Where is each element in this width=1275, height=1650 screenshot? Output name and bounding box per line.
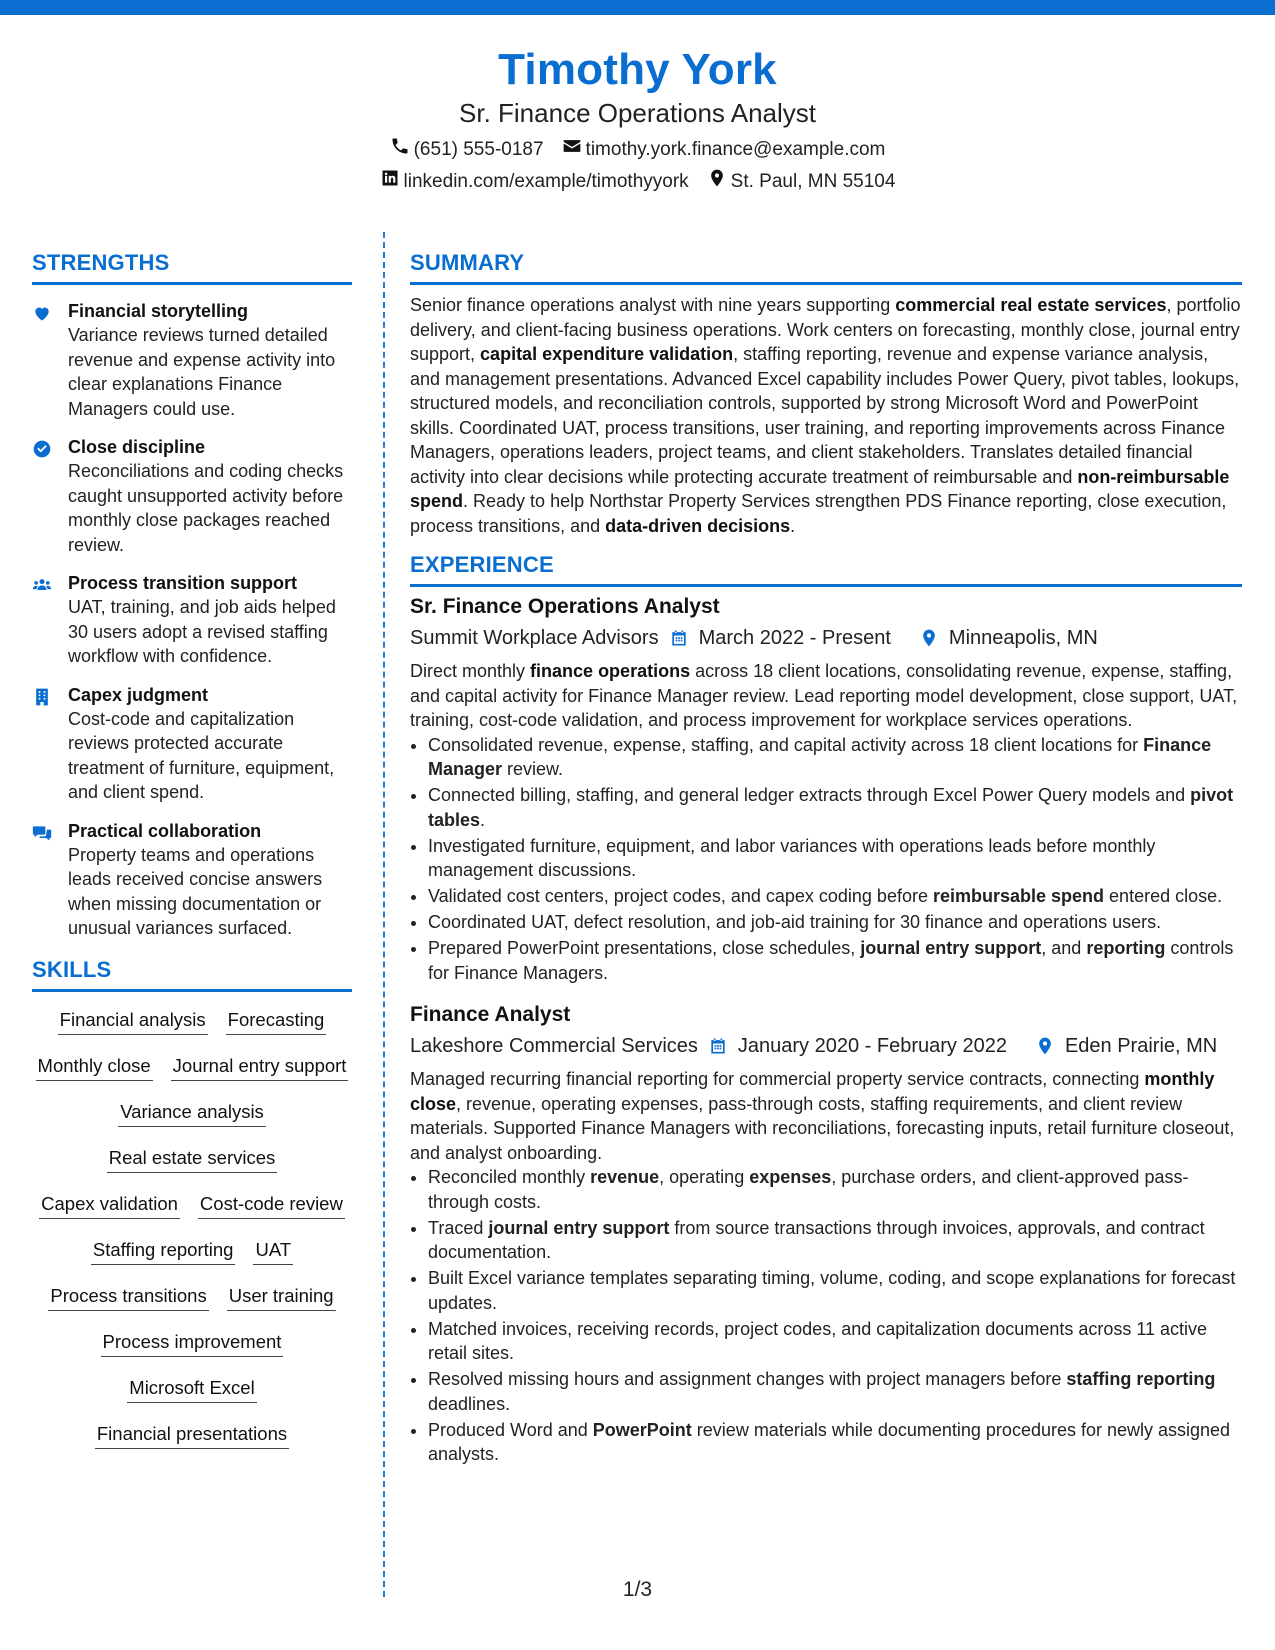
text-run: Direct monthly (410, 661, 531, 681)
bold-keyword: expenses (749, 1167, 832, 1187)
bullet-item (428, 834, 1242, 883)
strength-description: Variance reviews turned detailed revenue and expense activity into clear explanations Finance Managers could use. (68, 325, 336, 419)
calendar-icon (708, 1036, 728, 1056)
text-run: from source transactions through invoices, approvals, and contract documentation. (428, 1217, 1205, 1262)
skill-tag: Financial analysis (58, 1008, 208, 1035)
bullet-item (428, 733, 1242, 782)
bold-keyword: journal entry support (860, 938, 1042, 958)
job-dates: March 2022 - Present (698, 627, 891, 649)
phone-icon (390, 136, 410, 164)
strength-body (68, 435, 352, 557)
skill-tag: Staffing reporting (91, 1238, 236, 1265)
email-item[interactable] (562, 136, 886, 164)
strength-item (32, 683, 352, 805)
text-run: Consolidated revenue, expense, staffing, and capital activity across 18 client locations for (428, 734, 1144, 755)
skill-tag: Process transitions (48, 1284, 208, 1311)
skill-tag: Process improvement (101, 1330, 284, 1357)
skill-tag: Capex validation (39, 1192, 180, 1219)
bullet-item (428, 936, 1242, 985)
text-run: . (790, 515, 796, 536)
bold-keyword: non-reimbursable spend (410, 466, 1230, 511)
resume-header (0, 42, 1275, 196)
bullet-item (428, 1367, 1242, 1416)
strength-description: Cost-code and capitalization reviews protected accurate treatment of furniture, equipment, and client spend. (68, 708, 335, 802)
strength-body (68, 683, 352, 805)
phone-item (390, 136, 544, 164)
text-run: . (480, 809, 486, 830)
bullet-item (428, 1216, 1242, 1265)
strength-title: Process transition support (68, 573, 298, 593)
job-location: Eden Prairie, MN (1064, 1035, 1218, 1057)
text-run: entered close. (1104, 886, 1223, 906)
envelope-icon (562, 136, 582, 164)
strengths-heading: STRENGTHS (32, 250, 170, 275)
job-bullets (410, 1165, 1242, 1467)
strength-item (32, 819, 352, 941)
text-run: Matched invoices, receiving records, project codes, and capitalization documents across 11 active retail sites. (428, 1318, 1208, 1363)
skill-tag: Variance analysis (118, 1100, 266, 1127)
job-dates: January 2020 - February 2022 (737, 1035, 1007, 1057)
text-run: , and (1041, 938, 1087, 958)
text-run: Managed recurring financial reporting for commercial property service contracts, connecting (410, 1069, 1145, 1089)
strength-title: Close discipline (68, 437, 206, 457)
right-column (410, 248, 1242, 1483)
skill-tag: Forecasting (226, 1008, 327, 1035)
check-circle-icon (32, 435, 68, 557)
bold-keyword: PowerPoint (592, 1419, 692, 1440)
text-run: Built Excel variance templates separating timing, volume, coding, and scope explanations for forecast updates. (428, 1268, 1236, 1313)
job-meta (410, 1032, 1242, 1060)
text-run: Traced (428, 1217, 489, 1238)
phone-text: (651) 555-0187 (413, 139, 544, 160)
skill-tag: User training (227, 1284, 336, 1311)
strength-title: Financial storytelling (68, 301, 249, 321)
bullet-item (428, 1165, 1242, 1214)
map-pin-icon (1035, 1036, 1055, 1056)
job-entry (410, 593, 1242, 985)
text-run: Reconciled monthly (428, 1167, 591, 1187)
job-title: Finance Analyst (410, 1003, 571, 1026)
strength-description: UAT, training, and job aids helped 30 users adopt a revised staffing workflow with confidence. (68, 597, 336, 666)
skill-tag: Microsoft Excel (127, 1376, 256, 1403)
strength-item (32, 299, 352, 421)
strength-body (68, 299, 352, 421)
job-summary (410, 1067, 1242, 1165)
building-icon (32, 683, 68, 805)
email-link[interactable]: timothy.york.finance@example.com (585, 139, 886, 160)
job-summary (410, 659, 1242, 733)
experience-heading: EXPERIENCE (410, 552, 554, 577)
users-icon (32, 571, 68, 669)
job-title: Sr. Finance Operations Analyst (410, 595, 720, 618)
text-run: , purchase orders, and client-approved pass-through costs. (428, 1167, 1189, 1212)
linkedin-icon (380, 168, 400, 196)
strength-body (68, 819, 352, 941)
bullet-item (428, 783, 1242, 832)
job-company: Lakeshore Commercial Services (410, 1035, 698, 1057)
strengths-list (32, 299, 352, 941)
map-pin-icon (919, 628, 939, 648)
text-run: , staffing reporting, revenue and expense variance analysis, and management presentations. Advanced Excel capability includes Power Query, pivot tables, lookups, structured models, and reconciliation controls, supported by strong Microsoft Word and PowerPoint skills. Coordinated UAT, process transitions, user training, and reporting improvements across Finance Managers, operations leaders, project teams, and client stakeholders. Translates detailed financial activity into clear decisions while protecting accurate treatment of reimbursable and (410, 344, 1240, 487)
text-run: Connected billing, staffing, and general ledger extracts through Excel Power Query models and (428, 785, 1191, 805)
page-number: 1/3 (622, 1578, 653, 1601)
skill-tag: Financial presentations (95, 1422, 289, 1449)
jobs-list (410, 593, 1242, 1467)
bullet-item (428, 1418, 1242, 1467)
skill-tag: Cost-code review (198, 1192, 345, 1219)
text-run: Resolved missing hours and assignment changes with project managers before (428, 1369, 1067, 1389)
linkedin-item[interactable] (380, 168, 689, 196)
text-run: deadlines. (428, 1393, 511, 1414)
strength-description: Property teams and operations leads received concise answers when missing documentation or unusual variances surfaced. (68, 844, 323, 938)
location-item (707, 168, 896, 196)
top-accent-bar (0, 0, 1275, 15)
text-run: , revenue, operating expenses, pass-through costs, staffing requirements, and client review materials. Supported Finance Managers with reconciliations, forecasting inputs, retail furniture closeout, and analyst onboarding. (410, 1093, 1235, 1163)
text-run: Validated cost centers, project codes, and capex coding before (428, 886, 933, 906)
bullet-item (428, 910, 1242, 935)
section-rule (410, 282, 1242, 285)
section-rule (32, 989, 352, 992)
bold-keyword: reporting (1086, 938, 1166, 958)
strength-description: Reconciliations and coding checks caught unsupported activity before monthly close packages reached review. (68, 461, 344, 555)
candidate-name: Timothy York (498, 45, 777, 94)
strength-item (32, 571, 352, 669)
bullet-item (428, 884, 1242, 909)
left-column (32, 248, 352, 1449)
bold-keyword: revenue (590, 1167, 660, 1187)
location-text: St. Paul, MN 55104 (730, 171, 896, 192)
bold-keyword: data-driven decisions (605, 515, 791, 536)
skills-list (32, 1006, 352, 1449)
bold-keyword: reimbursable spend (932, 886, 1105, 906)
text-run: review. (502, 759, 564, 779)
text-run: Senior finance operations analyst with nine years supporting (410, 295, 896, 315)
column-divider (383, 232, 385, 1597)
text-run: , operating (659, 1167, 750, 1187)
bullet-item (428, 1266, 1242, 1315)
bold-keyword: commercial real estate services (895, 295, 1167, 315)
section-rule (410, 584, 1242, 587)
job-company: Summit Workplace Advisors (410, 627, 659, 649)
bold-keyword: journal entry support (488, 1217, 670, 1238)
section-rule (32, 282, 352, 285)
heart-icon (32, 299, 68, 421)
candidate-title: Sr. Finance Operations Analyst (459, 98, 816, 128)
summary-heading: SUMMARY (410, 250, 525, 275)
bold-keyword: monthly close (410, 1069, 1215, 1114)
bold-keyword: finance operations (530, 661, 691, 681)
text-run: across 18 client locations, consolidating revenue, expense, staffing, and capital activity for Finance Manager review. Lead reporting model development, close support, UAT, training, cost-code validation, and process improvement for workplace services operations. (410, 661, 1238, 730)
text-run: Coordinated UAT, defect resolution, and job-aid training for 30 finance and operations users. (428, 912, 1162, 932)
contact-row-2 (0, 168, 1275, 196)
text-run: . Ready to help Northstar Property Services strengthen PDS Finance reporting, close execution, process transitions, and (410, 491, 1227, 536)
skills-heading: SKILLS (32, 956, 112, 982)
skill-tag: UAT (253, 1238, 293, 1265)
map-pin-icon (707, 168, 727, 196)
text-run: Investigated furniture, equipment, and labor variances with operations leads before monthly management discussions. (428, 835, 1156, 880)
linkedin-link[interactable]: linkedin.com/example/timothyyork (403, 171, 689, 192)
job-meta (410, 624, 1242, 652)
bold-keyword: Finance Manager (428, 734, 1212, 779)
strength-body (68, 571, 352, 669)
skill-tag: Monthly close (36, 1054, 153, 1081)
job-entry (410, 1001, 1242, 1467)
strength-title: Practical collaboration (68, 820, 262, 841)
text-run: Produced Word and (428, 1419, 593, 1440)
job-location: Minneapolis, MN (948, 627, 1098, 649)
comments-icon (32, 819, 68, 941)
strength-title: Capex judgment (68, 684, 209, 705)
job-bullets (410, 733, 1242, 986)
bold-keyword: capital expenditure validation (480, 344, 734, 364)
bold-keyword: staffing reporting (1066, 1369, 1216, 1389)
text-run: controls for Finance Managers. (428, 938, 1234, 983)
strength-item (32, 435, 352, 557)
bullet-item (428, 1317, 1242, 1366)
summary-paragraph (410, 293, 1242, 538)
skill-tag: Journal entry support (171, 1054, 349, 1081)
skill-tag: Real estate services (107, 1146, 278, 1173)
text-run: , portfolio delivery, and client-facing business operations. Work centers on forecasting, monthly close, journal entry support, (410, 295, 1241, 364)
text-run: Prepared PowerPoint presentations, close schedules, (428, 938, 861, 958)
bold-keyword: pivot tables (428, 785, 1234, 830)
calendar-icon (669, 628, 689, 648)
text-run: review materials while documenting procedures for newly assigned analysts. (428, 1419, 1231, 1464)
contact-row-1 (0, 136, 1275, 164)
